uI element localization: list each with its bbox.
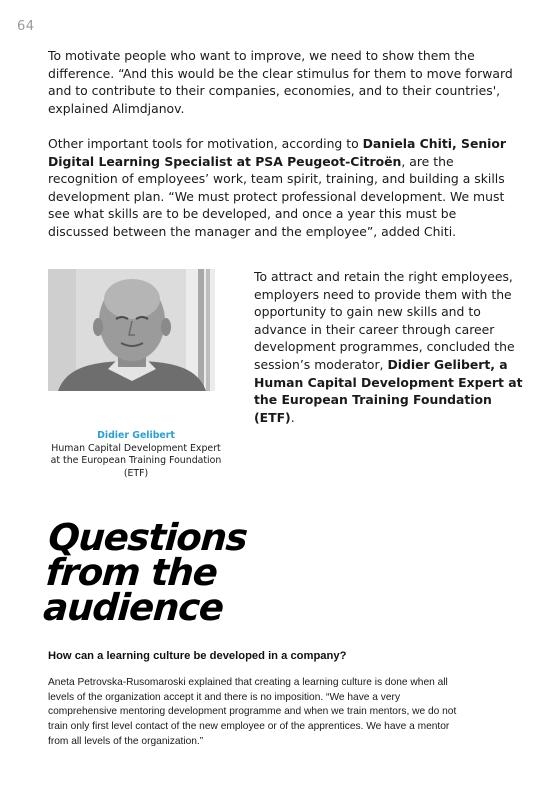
heading-line: from the bbox=[44, 551, 219, 594]
paragraph-attract-retain bbox=[254, 268, 526, 426]
paragraph-text: . bbox=[290, 409, 295, 425]
page-number: 64 bbox=[17, 19, 35, 34]
paragraph-text: To attract and retain the right employees, employers need to provide them with the opportunity to gain new skills and to advance in their career through career development programmes, concluded the session’s moderator, bbox=[254, 269, 515, 372]
heading-line: audience bbox=[42, 586, 225, 629]
portrait-photo bbox=[48, 269, 215, 391]
caption-role: Human Capital Development Expert at the European Training Foundation (ETF) bbox=[50, 442, 222, 479]
paragraph-text: , are the recognition of employees’ work, team spirit, training, and building a skills development plan. “We must protect professional development. We must see what skills are to be developed, and once a year this must be discussed between the manager and the employee”, added Chiti. bbox=[48, 153, 505, 239]
speaker-name-chiti: Daniela Chiti, Senior Digital Learning Specialist at PSA Peugeot-Citroën bbox=[48, 136, 507, 169]
audience-answer: Aneta Petrovska-Rusomaroski explained that creating a learning culture is done when all levels of the organization accept it and there is no imposition. “We have a very comprehensive mentoring development programme and when we train mentors, we do not train only first level contact of the new employee or of the apprentices. We have a mentor from all levels of the organization.” bbox=[48, 677, 457, 747]
photo-caption bbox=[48, 430, 224, 480]
audience-question: How can a learning culture be developed in a company? bbox=[48, 650, 347, 662]
paragraph-tools-for-motivation bbox=[48, 135, 518, 241]
paragraph-text: Other important tools for motivation, according to bbox=[48, 136, 363, 151]
paragraph-motivation: To motivate people who want to improve, we need to show them the difference. “And this would be the clear stimulus for them to move forward and to contribute to their companies, economies, and to their countries', explained Alimdjanov. bbox=[48, 48, 513, 116]
heading-line: Questions bbox=[46, 516, 249, 559]
section-heading bbox=[42, 516, 249, 629]
caption-name: Didier Gelibert bbox=[97, 430, 175, 441]
speaker-name-gelibert: Didier Gelibert, a Human Capital Development Expert at the European Training Foundation (ETF) bbox=[254, 356, 523, 425]
